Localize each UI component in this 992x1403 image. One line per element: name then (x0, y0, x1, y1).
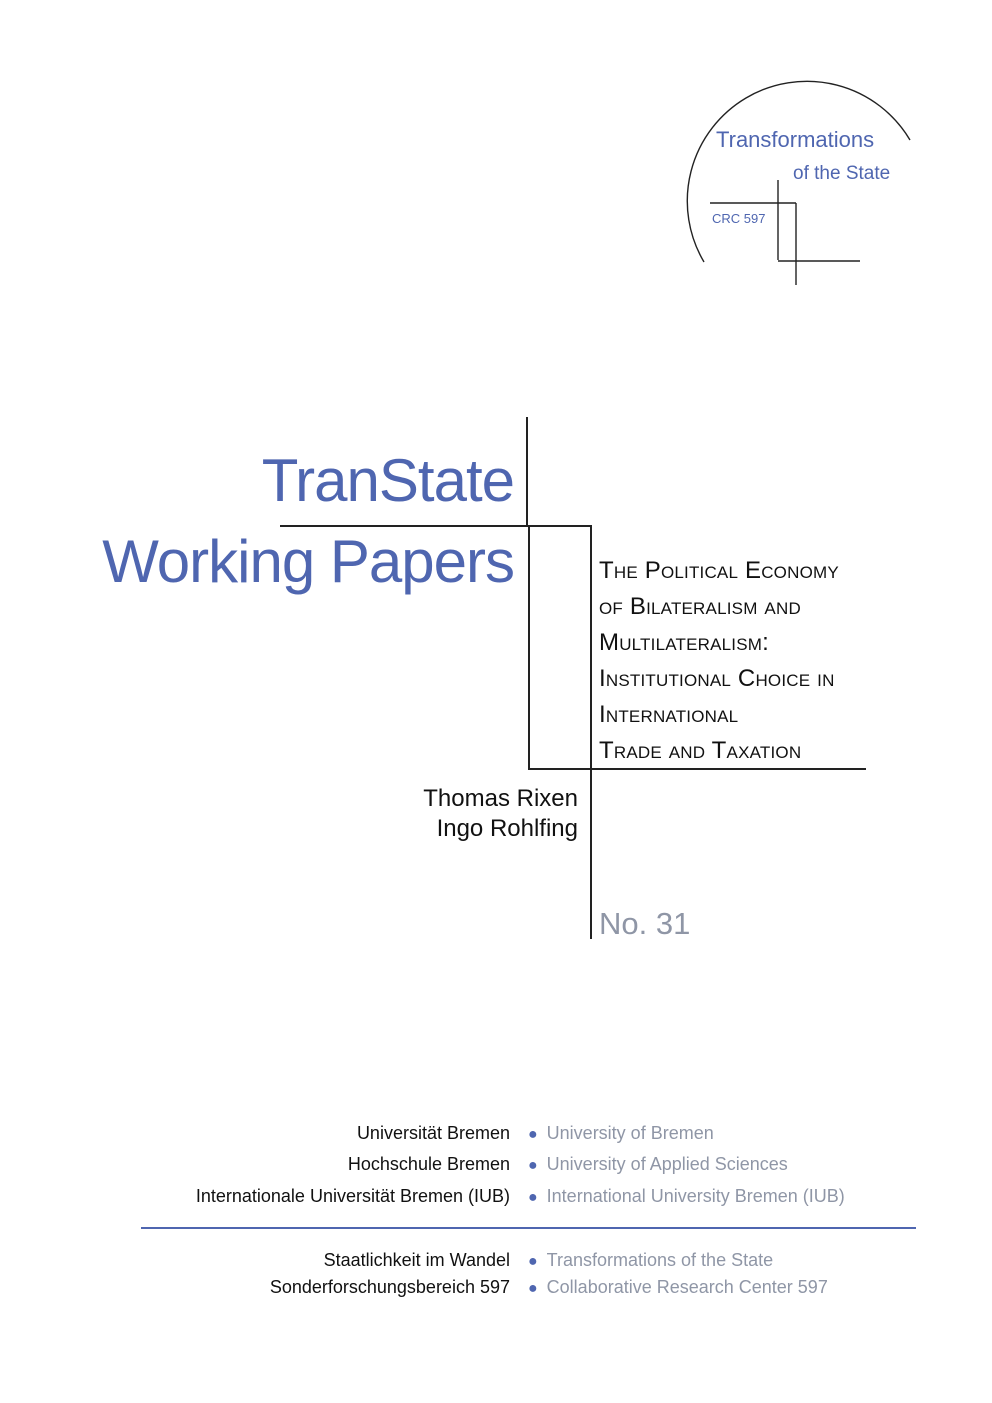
paper-title-line: International (599, 701, 739, 728)
research-center-en (528, 1250, 773, 1271)
bullet-icon: ● (528, 1189, 538, 1206)
authors (423, 784, 578, 844)
institution-de: Universität Bremen (356, 1123, 510, 1143)
series-title-line2: Working Papers (102, 528, 514, 595)
logo-subtitle: of the State (793, 163, 891, 184)
divider-vertical-right (590, 525, 592, 939)
bullet-icon: ● (528, 1280, 538, 1297)
research-center-en-label: Collaborative Research Center 597 (546, 1277, 828, 1297)
research-center-en (528, 1277, 828, 1298)
institution-en (528, 1154, 788, 1175)
paper-title-line: The Political Economy (599, 557, 839, 584)
paper-number: No. 31 (599, 906, 691, 941)
bullet-icon: ● (528, 1157, 538, 1174)
paper-title-line: Institutional Choice in (599, 665, 835, 692)
institution-en (528, 1186, 845, 1207)
series-title-line1: TranState (261, 447, 514, 514)
logo-title: Transformations (716, 127, 875, 152)
divider-vertical-mid (528, 525, 530, 769)
paper-title-line: Trade and Taxation (599, 737, 802, 764)
footer-divider (141, 1227, 916, 1229)
research-center-de: Sonderforschungsbereich 597 (269, 1277, 510, 1297)
author-name: Thomas Rixen (423, 785, 578, 812)
paper-title-line: of Bilateralism and (599, 593, 801, 620)
institution-en-label: University of Applied Sciences (546, 1154, 788, 1174)
institution-de: Hochschule Bremen (347, 1154, 510, 1174)
bullet-icon: ● (528, 1126, 538, 1143)
institution-en-label: University of Bremen (546, 1123, 714, 1143)
institution-en-label: International University Bremen (IUB) (546, 1186, 845, 1206)
author-name: Ingo Rohlfing (436, 815, 578, 842)
logo-crc-label: CRC 597 (712, 211, 766, 226)
paper-title (599, 553, 839, 769)
paper-title-line: Multilateralism: (599, 629, 769, 656)
divider-vertical-upper (526, 417, 528, 527)
bullet-icon: ● (528, 1253, 538, 1270)
research-center-de: Staatlichkeit im Wandel (323, 1250, 510, 1270)
crc-logo (680, 80, 920, 295)
research-center-en-label: Transformations of the State (546, 1250, 774, 1270)
institution-de: Internationale Universität Bremen (IUB) (195, 1186, 510, 1206)
institution-en (528, 1123, 714, 1144)
